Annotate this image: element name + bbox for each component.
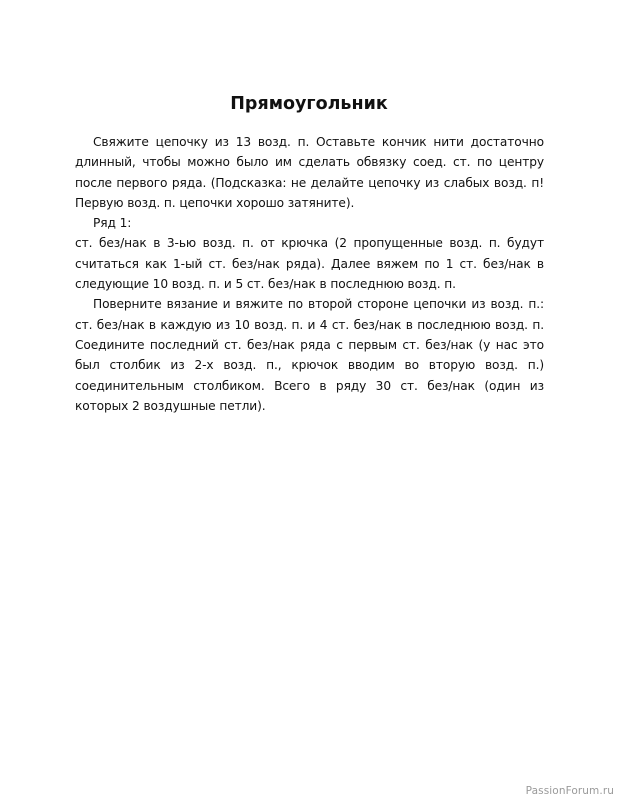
page-title: Прямоугольник xyxy=(230,94,388,114)
paragraph-row-heading: Ряд 1: xyxy=(93,216,132,231)
watermark: PassionForum.ru xyxy=(525,785,614,797)
paragraph-turn: Поверните вязание и вяжите по второй стороне цепочки из возд. п.: ст. без/нак в каждую из 10 возд. п. и 4 ст. без/нак в последнюю возд. п. Соедините последний ст. без/нак ряда с первым ст. без/нак (у нас это был столбик из 2-х возд. п., крючок вводим во вторую возд. п.) соединительным столбиком. Всего в ряду 30 ст. без/нак (один из которых 2 воздушные петли). xyxy=(75,297,544,413)
paragraph-row-1: ст. без/нак в 3-ью возд. п. от крючка (2 пропущенные возд. п. будут считаться как 1-ый ст. без/нак ряда). Далее вяжем по 1 ст. без/нак в следующие 10 возд. п. и 5 ст. без/нак в последнюю возд. п. xyxy=(75,236,544,292)
paragraph-intro: Свяжите цепочку из 13 возд. п. Оставьте кончик нити достаточно длинный, чтобы можно было им сделать обвязку соед. ст. по центру после первого ряда. (Подсказка: не делайте цепочку из слабых возд. п! Первую возд. п. цепочки хорошо затяните). xyxy=(75,135,544,210)
body-text xyxy=(75,132,544,416)
